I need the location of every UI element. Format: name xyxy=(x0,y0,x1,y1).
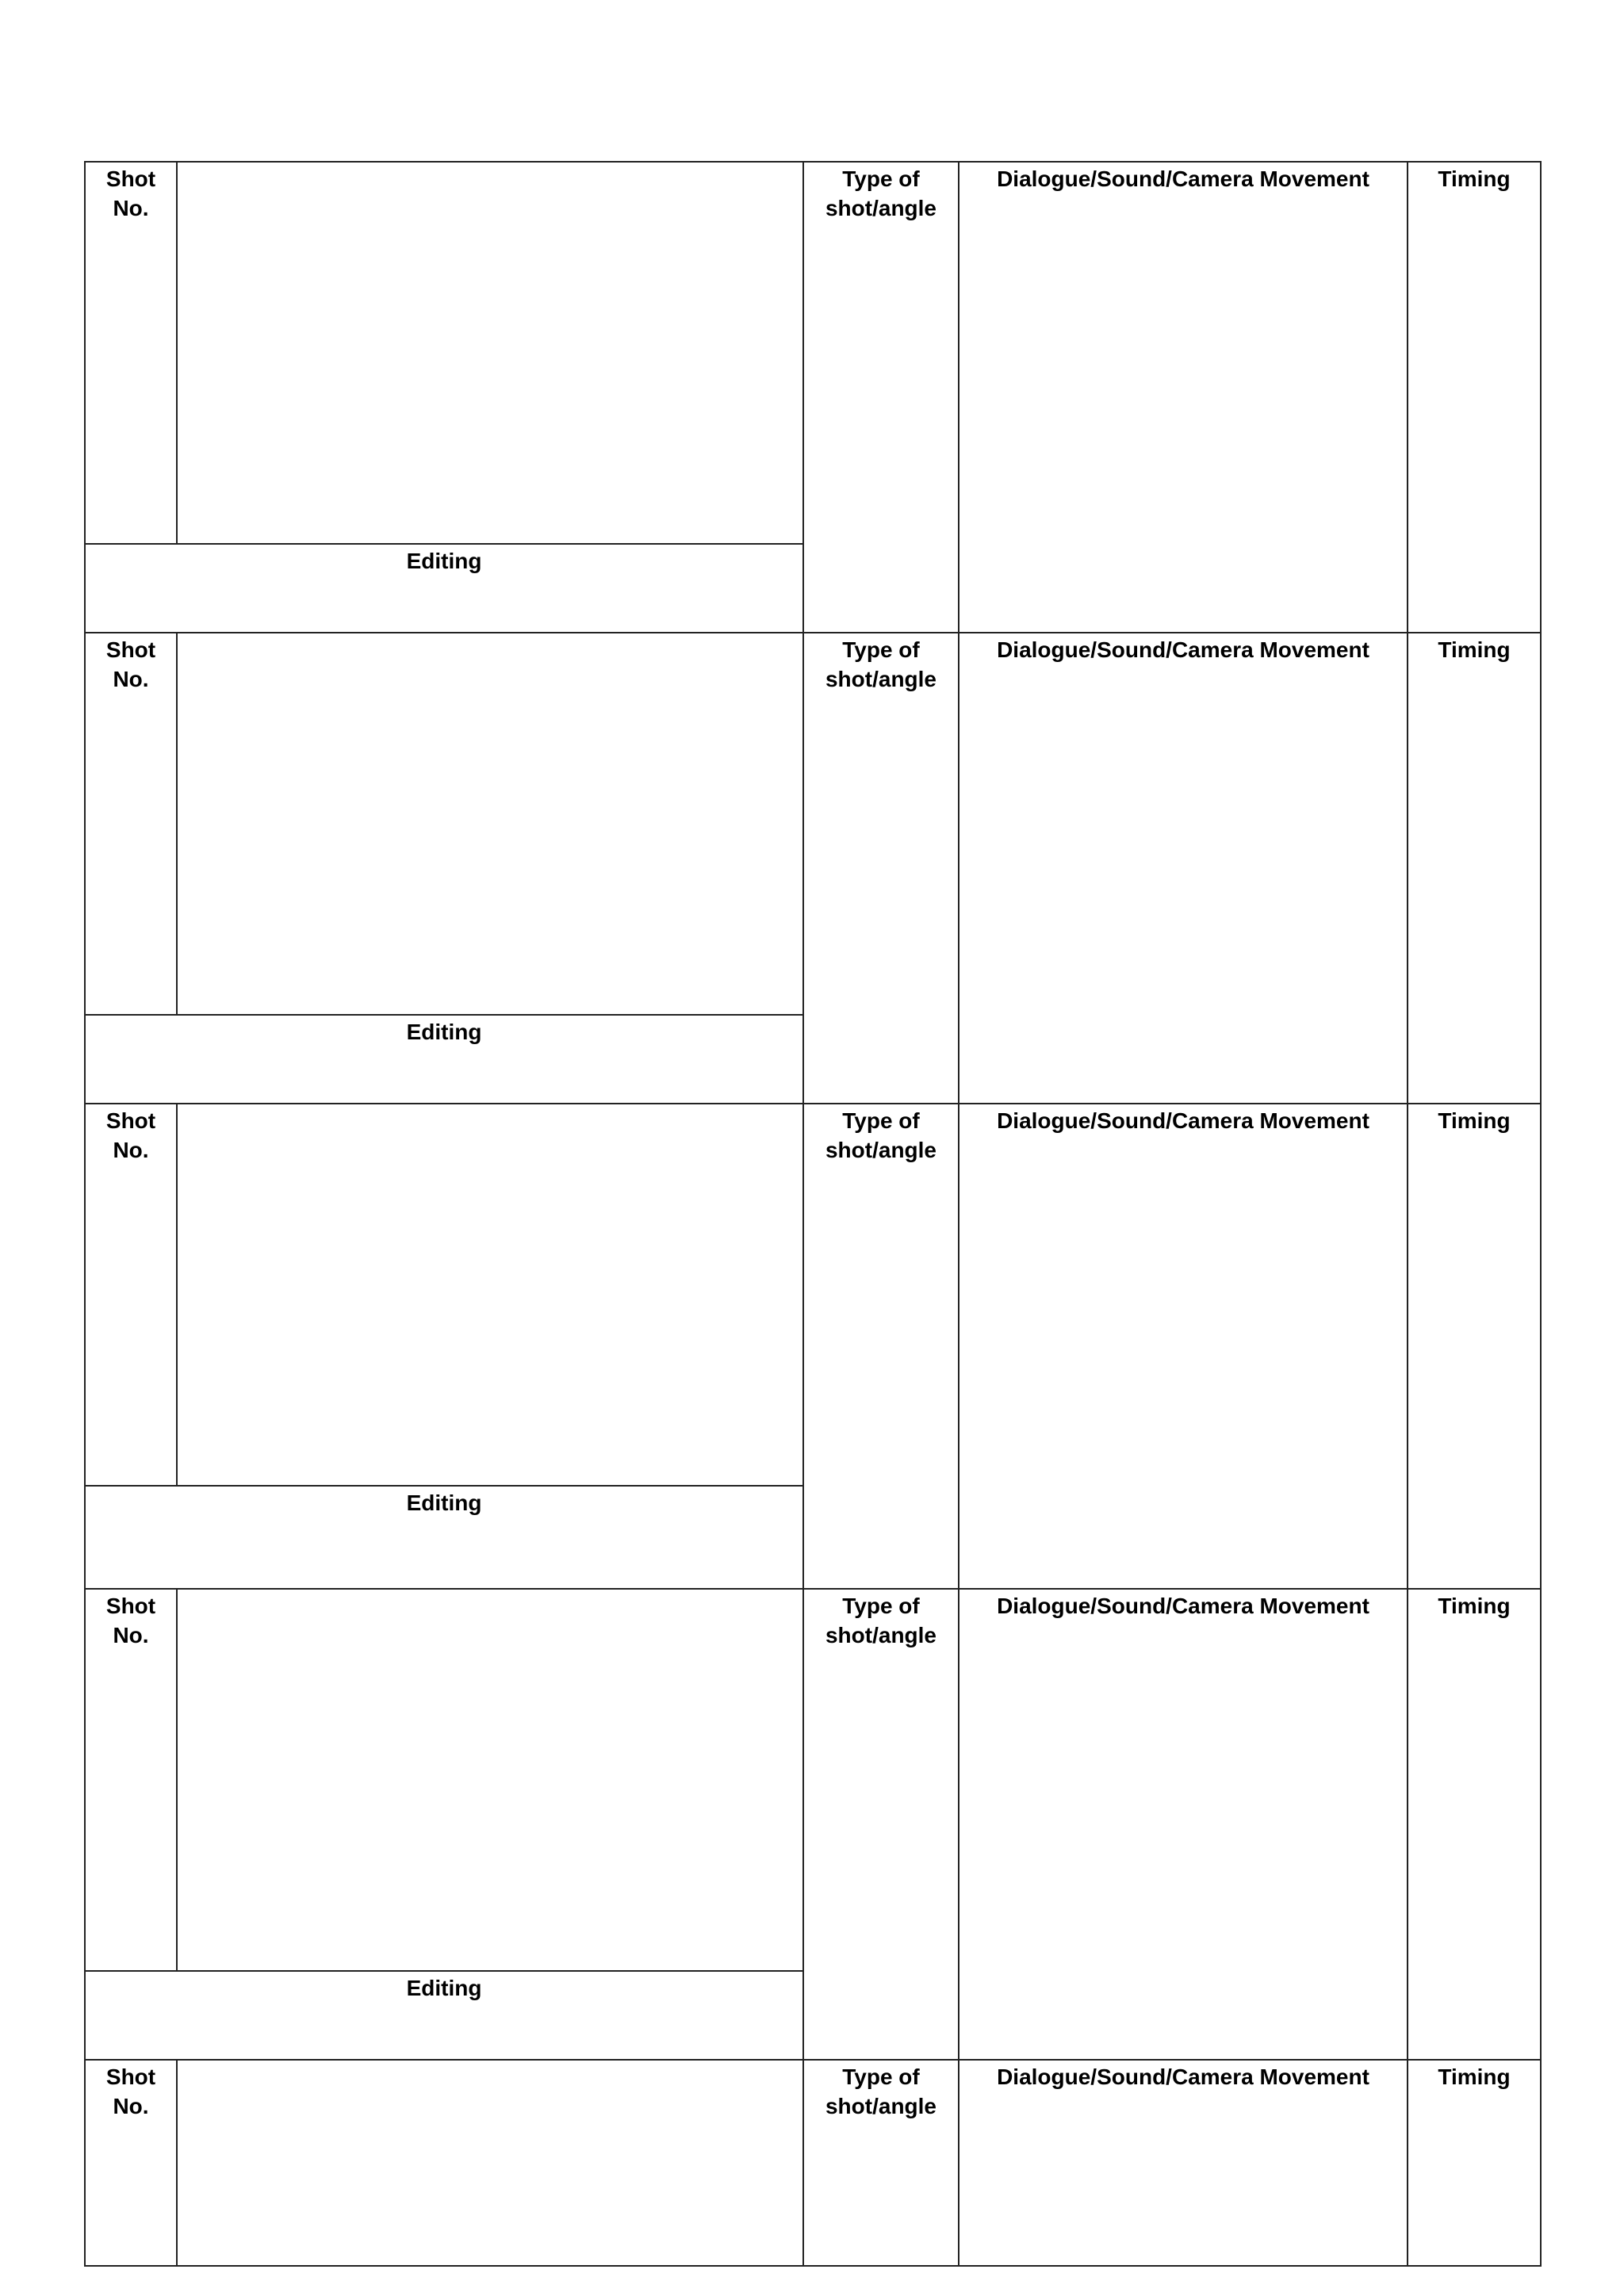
timing-cell-label: Timing xyxy=(1438,1594,1511,1618)
timing-cell[interactable] xyxy=(1407,161,1542,633)
dialogue-cell[interactable] xyxy=(958,632,1408,1104)
storyboard-row xyxy=(84,1103,1542,1588)
editing-cell-label: Editing xyxy=(406,549,482,573)
timing-cell[interactable] xyxy=(1407,2059,1542,2267)
timing-cell-label: Timing xyxy=(1438,1108,1511,1133)
storyboard-row xyxy=(84,1588,1542,2059)
sketch-frame[interactable] xyxy=(176,1588,804,1972)
dialogue-cell[interactable] xyxy=(958,1103,1408,1590)
dialogue-cell-label: Dialogue/Sound/Camera Movement xyxy=(997,2064,1369,2089)
editing-cell-label: Editing xyxy=(406,1490,482,1515)
timing-cell[interactable] xyxy=(1407,632,1542,1104)
dialogue-cell[interactable] xyxy=(958,161,1408,633)
storyboard-row xyxy=(84,2059,1542,2265)
editing-cell[interactable] xyxy=(84,1970,804,2061)
shot-number-cell[interactable] xyxy=(84,632,178,1016)
shot-number-cell-label: Shot No. xyxy=(105,1108,156,1162)
editing-cell-label: Editing xyxy=(406,1976,482,2000)
shot-number-cell-label: Shot No. xyxy=(105,1594,156,1647)
dialogue-cell-label: Dialogue/Sound/Camera Movement xyxy=(997,1108,1369,1133)
sketch-frame[interactable] xyxy=(176,161,804,545)
sketch-frame[interactable] xyxy=(176,632,804,1016)
dialogue-cell[interactable] xyxy=(958,1588,1408,2061)
shot-type-cell-label: Type of shot/angle xyxy=(825,1594,936,1647)
shot-type-cell[interactable] xyxy=(802,632,959,1104)
editing-cell[interactable] xyxy=(84,1485,804,1590)
shot-number-cell[interactable] xyxy=(84,161,178,545)
shot-type-cell[interactable] xyxy=(802,161,959,633)
shot-type-cell-label: Type of shot/angle xyxy=(825,1108,936,1162)
dialogue-cell-label: Dialogue/Sound/Camera Movement xyxy=(997,166,1369,191)
shot-number-cell[interactable] xyxy=(84,1588,178,1972)
shot-type-cell-label: Type of shot/angle xyxy=(825,2064,936,2118)
timing-cell-label: Timing xyxy=(1438,637,1511,662)
shot-number-cell-label: Shot No. xyxy=(105,637,156,691)
timing-cell[interactable] xyxy=(1407,1588,1542,2061)
shot-number-cell-label: Shot No. xyxy=(105,166,156,220)
shot-number-cell[interactable] xyxy=(84,1103,178,1487)
sketch-frame[interactable] xyxy=(176,2059,804,2267)
dialogue-cell-label: Dialogue/Sound/Camera Movement xyxy=(997,637,1369,662)
sketch-frame[interactable] xyxy=(176,1103,804,1487)
shot-type-cell-label: Type of shot/angle xyxy=(825,637,936,691)
storyboard-row xyxy=(84,161,1542,632)
dialogue-cell[interactable] xyxy=(958,2059,1408,2267)
shot-number-cell-label: Shot No. xyxy=(105,2064,156,2118)
timing-cell-label: Timing xyxy=(1438,2064,1511,2089)
storyboard-row xyxy=(84,632,1542,1103)
shot-type-cell[interactable] xyxy=(802,2059,959,2267)
timing-cell[interactable] xyxy=(1407,1103,1542,1590)
editing-cell-label: Editing xyxy=(406,1020,482,1044)
shot-number-cell[interactable] xyxy=(84,2059,178,2267)
dialogue-cell-label: Dialogue/Sound/Camera Movement xyxy=(997,1594,1369,1618)
editing-cell[interactable] xyxy=(84,1014,804,1104)
editing-cell[interactable] xyxy=(84,543,804,633)
shot-type-cell[interactable] xyxy=(802,1103,959,1590)
shot-type-cell[interactable] xyxy=(802,1588,959,2061)
shot-type-cell-label: Type of shot/angle xyxy=(825,166,936,220)
timing-cell-label: Timing xyxy=(1438,166,1511,191)
